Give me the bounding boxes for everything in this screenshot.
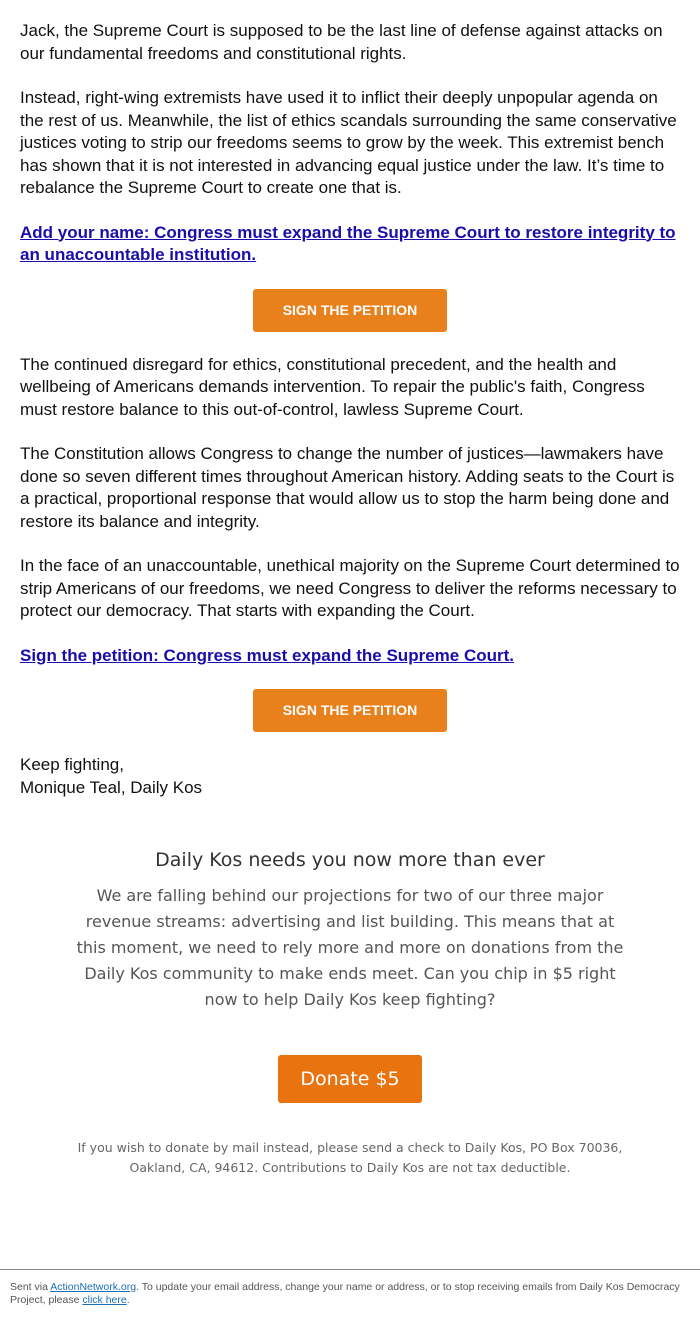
body-paragraph: The Constitution allows Congress to change the number of justices—lawmakers have done so seven different times throughout American history. Adding seats to the Court is a practical, proportional response that would allow us to stop the harm being done and restore its balance and integrity. [20, 444, 675, 531]
signoff [20, 754, 680, 799]
intro-paragraph: Jack, the Supreme Court is supposed to be the last line of defense against attacks on our fundamental freedoms and constitutional rights. [20, 21, 663, 63]
petition-button-wrap [20, 289, 680, 332]
sign-petition-button[interactable]: SIGN THE PETITION [253, 289, 447, 332]
email-footer [0, 1269, 700, 1307]
click-here-link[interactable]: click here [82, 1294, 127, 1306]
petition-link-paragraph [20, 222, 680, 267]
footer-end: . [126, 1294, 130, 1306]
signature: Monique Teal, Daily Kos [20, 777, 203, 797]
body-paragraph: Instead, right-wing extremists have used it to inflict their deeply unpopular agenda on the rest of us. Meanwhile, the list of ethics scandals surrounding the same conservative justices voting to strip our freedoms seems to grow by the week. This extremist bench has shown that it is not interested in advancing equal justice under the law. It’s time to rebalance the Supreme Court to create one that is. [20, 88, 677, 197]
add-name-link[interactable]: Add your name: Congress must expand the Supreme Court to restore integrity to an unaccountable institution. [20, 222, 676, 264]
footer-text: . To update your email address, change your name or address, or to stop receiving emails from Daily Kos Democracy Project, please [10, 1281, 680, 1306]
sign-petition-button-2[interactable]: SIGN THE PETITION [253, 689, 447, 732]
petition-link-paragraph [20, 645, 680, 668]
mail-donation-note: If you wish to donate by mail instead, please send a check to Daily Kos, PO Box 70036, Oakland, CA, 94612. Contributions to Daily Kos are not tax deductible. [77, 1140, 623, 1175]
petition-button-wrap [20, 689, 680, 732]
signoff-text: Keep fighting, [20, 755, 124, 774]
donate-button-wrap [0, 1055, 700, 1103]
sign-petition-link[interactable]: Sign the petition: Congress must expand the Supreme Court. [20, 645, 514, 665]
appeal-title: Daily Kos needs you now more than ever [155, 849, 545, 871]
donate-button[interactable]: Donate $5 [278, 1055, 422, 1103]
body-paragraph: The continued disregard for ethics, constitutional precedent, and the health and wellbeing of Americans demands intervention. To repair the public's faith, Congress must restore balance to this out-of-control, lawless Supreme Court. [20, 354, 645, 419]
footer-sent-via: Sent via [10, 1281, 51, 1293]
actionnetwork-link[interactable]: ActionNetwork.org [50, 1281, 137, 1293]
body-paragraph: In the face of an unaccountable, unethical majority on the Supreme Court determined to strip Americans of our freedoms, we need Congress to deliver the reforms necessary to protect our democracy. That starts with expanding the Court. [20, 556, 680, 620]
donation-appeal [0, 847, 700, 1178]
appeal-body: We are falling behind our projections for two of our three major revenue streams: advertising and list building. This means that at this moment, we need to rely more and more on donations from the Daily Kos community to make ends meet. Can you chip in $5 right now to help Daily Kos keep fighting? [76, 886, 624, 1009]
